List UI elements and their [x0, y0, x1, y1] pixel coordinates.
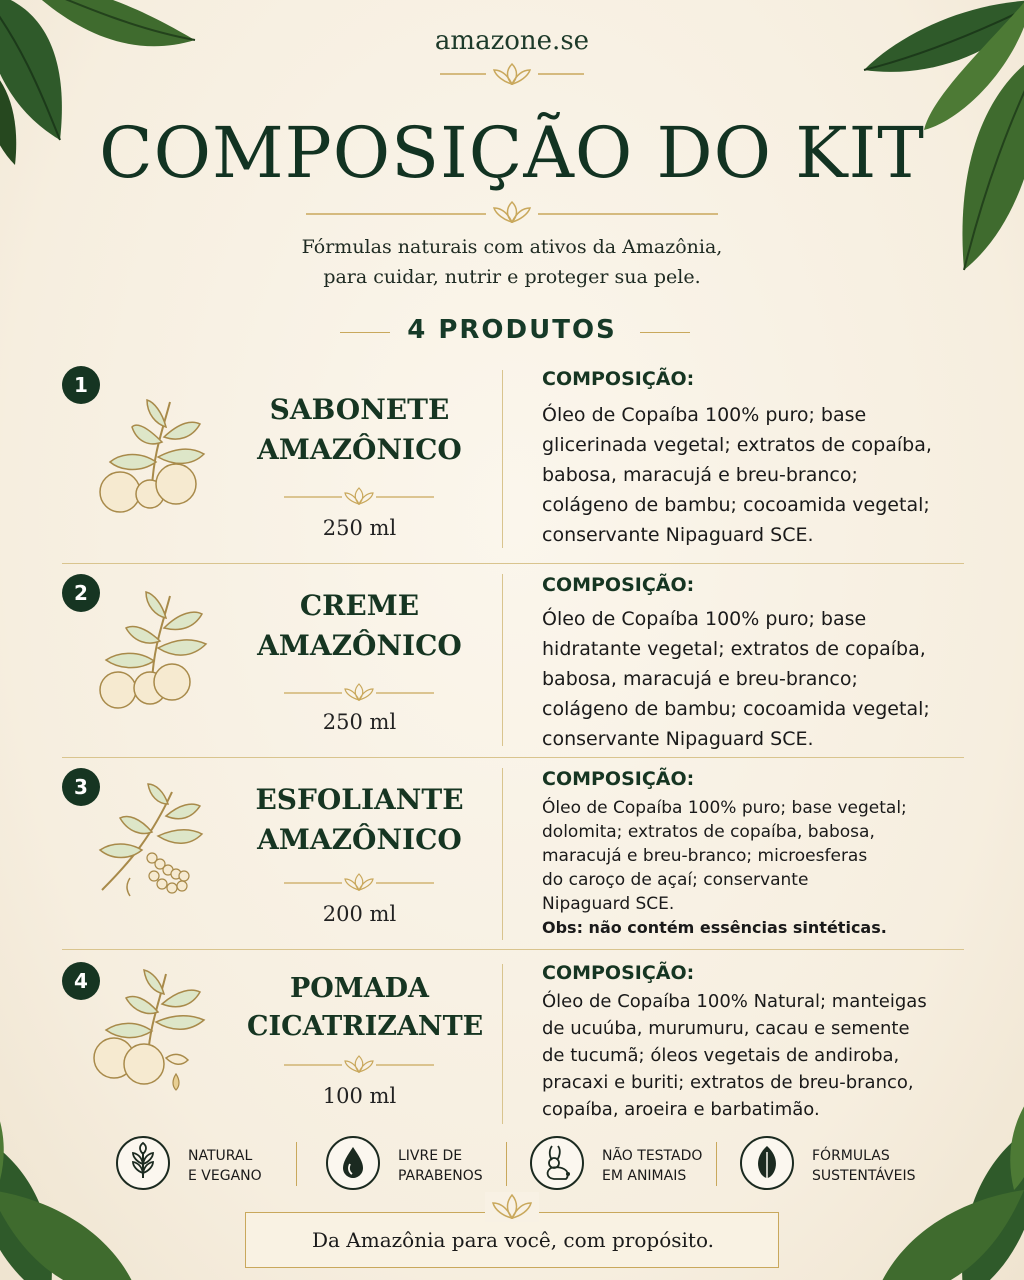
- product-name: [247, 970, 484, 1046]
- composition-text: [542, 988, 962, 1123]
- products-count-row: [0, 315, 1024, 351]
- product-name: [247, 780, 472, 860]
- brand-name: amazone.se: [434, 26, 590, 56]
- product-name-line: AMAZÔNICO: [257, 629, 462, 662]
- product-name-line: SABONETE: [269, 393, 450, 426]
- subtitle-line: Fórmulas naturais com ativos da Amazônia,: [301, 236, 723, 258]
- product-name-line: CREME: [299, 589, 420, 622]
- composition-text: [542, 400, 962, 550]
- composition-label: COMPOSIÇÃO:: [542, 962, 695, 984]
- composition-line: babosa, maracujá e breu-branco;: [542, 668, 858, 690]
- badge-line: E VEGANO: [188, 1168, 262, 1184]
- composition-line: conservante Nipaguard SCE.: [542, 728, 814, 750]
- copaiba-oil-drop-icon: [92, 966, 222, 1096]
- product-volume: 250 ml: [322, 516, 397, 540]
- composition-line: babosa, maracujá e breu-branco;: [542, 464, 858, 486]
- feature-badges: [110, 1136, 916, 1196]
- acai-branch-icon: [92, 780, 222, 910]
- composition-line: Nipaguard SCE.: [542, 894, 675, 914]
- sprout-icon: [118, 1138, 168, 1188]
- composition-line: dolomita; extratos de copaíba, babosa,: [542, 822, 875, 842]
- product-name-line: ESFOLIANTE: [255, 783, 464, 816]
- composition-label: COMPOSIÇÃO:: [542, 368, 695, 390]
- vertical-divider: [502, 768, 503, 940]
- product-volume: 200 ml: [322, 902, 397, 926]
- composition-line: colágeno de bambu; cocoamida vegetal;: [542, 494, 930, 516]
- badge-line: NÃO TESTADO: [602, 1148, 703, 1164]
- product-number-badge: 4: [62, 962, 100, 1000]
- product-card: [62, 950, 964, 1130]
- page-title: COMPOSIÇÃO DO KIT: [99, 112, 925, 194]
- composition-text: [542, 796, 962, 916]
- composition-line: Óleo de Copaíba 100% Natural; manteigas: [542, 991, 927, 1012]
- subtitle-line: para cuidar, nutrir e proteger sua pele.: [323, 266, 701, 288]
- composition-line: pracaxi e buriti; extratos de breu-branco,: [542, 1072, 914, 1093]
- lotus-ornament-icon: [284, 682, 434, 702]
- lotus-ornament-icon: [284, 486, 434, 506]
- composition-line: colágeno de bambu; cocoamida vegetal;: [542, 698, 930, 720]
- composition-text: [542, 604, 962, 754]
- badge-text: [188, 1146, 262, 1186]
- drop-icon: [328, 1138, 378, 1188]
- product-name-line: AMAZÔNICO: [257, 823, 462, 856]
- product-volume: 250 ml: [322, 710, 397, 734]
- badge-divider: [506, 1142, 507, 1186]
- lotus-ornament-icon: [0, 200, 1024, 224]
- product-name-line: CICATRIZANTE: [247, 1011, 484, 1042]
- product-name: [247, 390, 472, 470]
- product-number-badge: 2: [62, 574, 100, 612]
- product-card: [62, 758, 964, 950]
- composition-line: maracujá e breu-branco; microesferas: [542, 846, 868, 866]
- badge-line: NATURAL: [188, 1148, 253, 1164]
- subtitle: [0, 232, 1024, 292]
- product-number-badge: 3: [62, 768, 100, 806]
- vertical-divider: [502, 370, 503, 548]
- composition-line: do caroço de açaí; conservante: [542, 870, 809, 890]
- badge-line: FÓRMULAS: [812, 1148, 890, 1164]
- composition-line: de ucuúba, murumuru, cacau e semente: [542, 1018, 910, 1039]
- product-card: [62, 362, 964, 564]
- composition-label: COMPOSIÇÃO:: [542, 768, 695, 790]
- badge-divider: [716, 1142, 717, 1186]
- badge-line: SUSTENTÁVEIS: [812, 1168, 916, 1184]
- lotus-ornament-icon: [284, 1054, 434, 1074]
- lotus-ornament-icon: [485, 1192, 539, 1222]
- rabbit-icon: [532, 1138, 582, 1188]
- composition-line: de tucumã; óleos vegetais de andiroba,: [542, 1045, 900, 1066]
- composition-line: Óleo de Copaíba 100% puro; base: [542, 404, 867, 426]
- badge-circle: [740, 1136, 794, 1190]
- composition-line: hidratante vegetal; extratos de copaíba,: [542, 638, 926, 660]
- copaiba-fruit-icon: [92, 586, 222, 716]
- composition-note: Obs: não contém essências sintéticas.: [542, 918, 887, 937]
- product-name-line: AMAZÔNICO: [257, 433, 462, 466]
- composition-line: Óleo de Copaíba 100% puro; base: [542, 608, 867, 630]
- product-name: [247, 586, 472, 666]
- lotus-ornament-icon: [284, 872, 434, 892]
- composition-line: glicerinada vegetal; extratos de copaíba,: [542, 434, 932, 456]
- badge-circle: [116, 1136, 170, 1190]
- vertical-divider: [502, 964, 503, 1124]
- badge-line: LIVRE DE: [398, 1148, 463, 1164]
- products-count: 4 PRODUTOS: [407, 315, 617, 345]
- product-volume: 100 ml: [322, 1084, 397, 1108]
- badge-circle: [326, 1136, 380, 1190]
- lotus-ornament-icon: [0, 62, 1024, 86]
- badge-text: [602, 1146, 702, 1186]
- badge-divider: [296, 1142, 297, 1186]
- product-name-line: POMADA: [289, 973, 430, 1004]
- badge-circle: [530, 1136, 584, 1190]
- badge-line: EM ANIMAIS: [602, 1168, 687, 1184]
- badge-text: [398, 1146, 483, 1186]
- composition-line: copaíba, aroeira e barbatimão.: [542, 1099, 820, 1120]
- copaiba-fruit-icon: [92, 392, 222, 522]
- product-number-badge: 1: [62, 366, 100, 404]
- vertical-divider: [502, 574, 503, 746]
- composition-line: Óleo de Copaíba 100% puro; base vegetal;: [542, 798, 907, 818]
- composition-label: COMPOSIÇÃO:: [542, 574, 695, 596]
- badge-line: PARABENOS: [398, 1168, 483, 1184]
- leaf-icon: [742, 1138, 792, 1188]
- footer-tagline: Da Amazônia para você, com propósito.: [311, 1228, 714, 1252]
- badge-text: [812, 1146, 915, 1186]
- product-card: [62, 564, 964, 758]
- composition-line: conservante Nipaguard SCE.: [542, 524, 814, 546]
